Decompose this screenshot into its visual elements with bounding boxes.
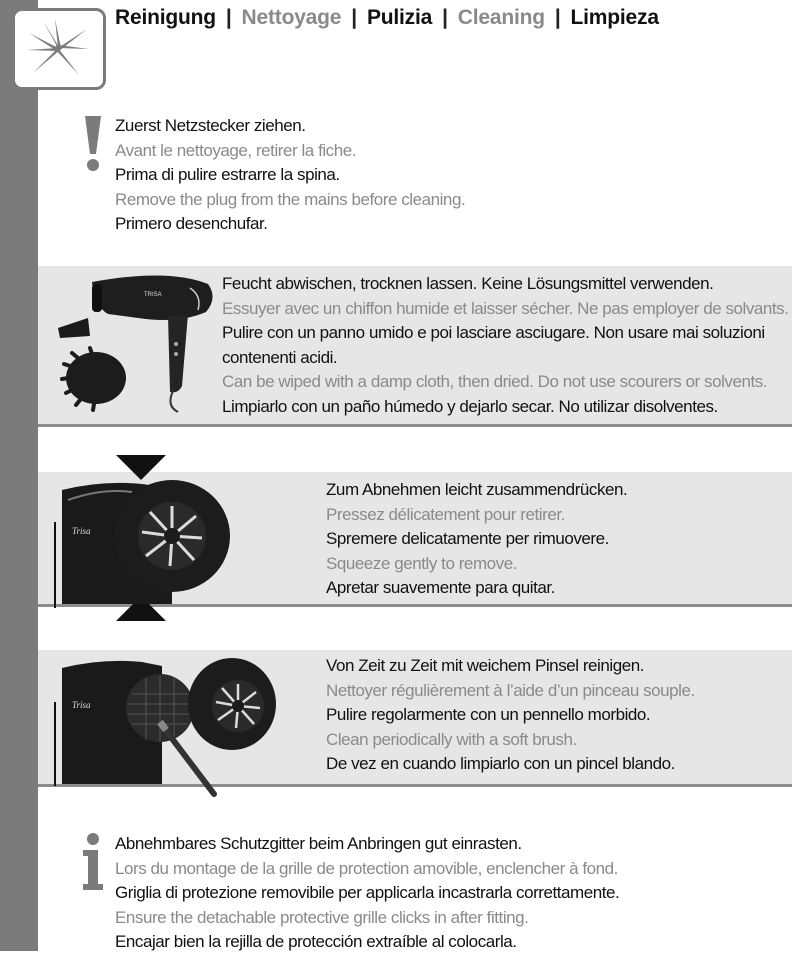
brush-line-de: Von Zeit zu Zeit mit weichem Pinsel reinigen.	[326, 656, 645, 675]
image-edge-line	[54, 702, 56, 786]
wipe-line-en: Can be wiped with a damp cloth, then dried. Do not use scourers or solvents.	[222, 372, 768, 391]
section-divider	[38, 424, 792, 427]
title-separator: |	[351, 6, 357, 29]
wipe-text	[222, 272, 789, 419]
warning-line-en: Remove the plug from the mains before cleaning.	[115, 189, 466, 209]
remove-line-de: Zum Abnehmen leicht zusammendrücken.	[326, 480, 628, 499]
brush-line-fr: Nettoyer régulièrement à l’aide d’un pinceau souple.	[326, 680, 695, 700]
wipe-line-it: Pulire con un panno umido e poi lasciare asciugare. Non usare mai soluzioni	[222, 323, 765, 342]
title-it: Pulizia	[366, 6, 433, 29]
info-line-en: Ensure the detachable protective grille clicks in after fitting.	[115, 907, 529, 927]
squeeze-arrow-down-icon	[116, 455, 166, 480]
brush-text	[326, 654, 695, 777]
sparkle-icon	[25, 17, 91, 79]
warning-text	[115, 114, 465, 237]
warning-line-de: Zuerst Netzstecker ziehen.	[115, 116, 306, 135]
title-separator: |	[554, 6, 561, 29]
title-separator: |	[225, 6, 232, 29]
warning-line-it: Prima di pulire estrarre la spina.	[115, 165, 340, 184]
info-line-it: Griglia di protezione removibile per applicarla incastrarla correttamente.	[115, 883, 620, 902]
dryer-brand-logo: TRISA	[144, 292, 162, 298]
cleaning-icon-box	[12, 8, 106, 90]
wipe-line-it-cont: contenenti acidi.	[222, 347, 338, 367]
title-fr: Nettoyage	[241, 6, 342, 29]
remove-line-it: Spremere delicatamente per rimuovere.	[326, 529, 609, 548]
brush-line-en: Clean periodically with a soft brush.	[326, 729, 577, 749]
image-edge-line	[54, 522, 56, 608]
title-separator: |	[442, 6, 448, 29]
wipe-line-es: Limpiarlo con un paño húmedo y dejarlo secar. No utilizar disolventes.	[222, 396, 718, 416]
remove-text	[326, 478, 627, 601]
warning-line-es: Primero desenchufar.	[115, 214, 268, 233]
hair-dryer-with-accessories-image	[48, 266, 218, 424]
info-line-es: Encajar bien la rejilla de protección extraíble al colocarla.	[115, 932, 517, 951]
title-es: Limpieza	[570, 6, 659, 29]
title-de: Reinigung	[115, 6, 216, 29]
dryer-brand-logo: Trisa	[72, 526, 91, 536]
remove-line-es: Apretar suavemente para quitar.	[326, 578, 555, 597]
brush-line-es: De vez en cuando limpiarlo con un pincel blando.	[326, 754, 675, 773]
info-text	[115, 832, 619, 955]
wipe-line-de: Feucht abwischen, trocknen lassen. Keine Lösungsmittel verwenden.	[222, 274, 714, 293]
title-en: Cleaning	[457, 6, 545, 29]
exclamation-icon	[80, 114, 106, 174]
info-icon	[80, 832, 106, 892]
wipe-line-fr: Essuyer avec un chiffon humide et laisser sécher. Ne pas employer de solvants.	[222, 298, 789, 318]
info-line-de: Abnehmbares Schutzgitter beim Anbringen gut einrasten.	[115, 834, 522, 853]
remove-line-en: Squeeze gently to remove.	[326, 553, 517, 573]
dryer-brush-cleaning-image	[62, 654, 282, 800]
dryer-rear-grille-image	[62, 478, 242, 604]
dryer-brand-logo: Trisa	[72, 700, 91, 710]
sidebar-strip	[0, 0, 38, 951]
page-title	[115, 6, 659, 30]
remove-line-fr: Pressez délicatement pour retirer.	[326, 504, 565, 524]
brush-line-it: Pulire regolarmente con un pennello morbido.	[326, 705, 651, 724]
info-line-fr: Lors du montage de la grille de protection amovible, enclencher à fond.	[115, 858, 618, 878]
warning-line-fr: Avant le nettoyage, retirer la fiche.	[115, 140, 357, 160]
